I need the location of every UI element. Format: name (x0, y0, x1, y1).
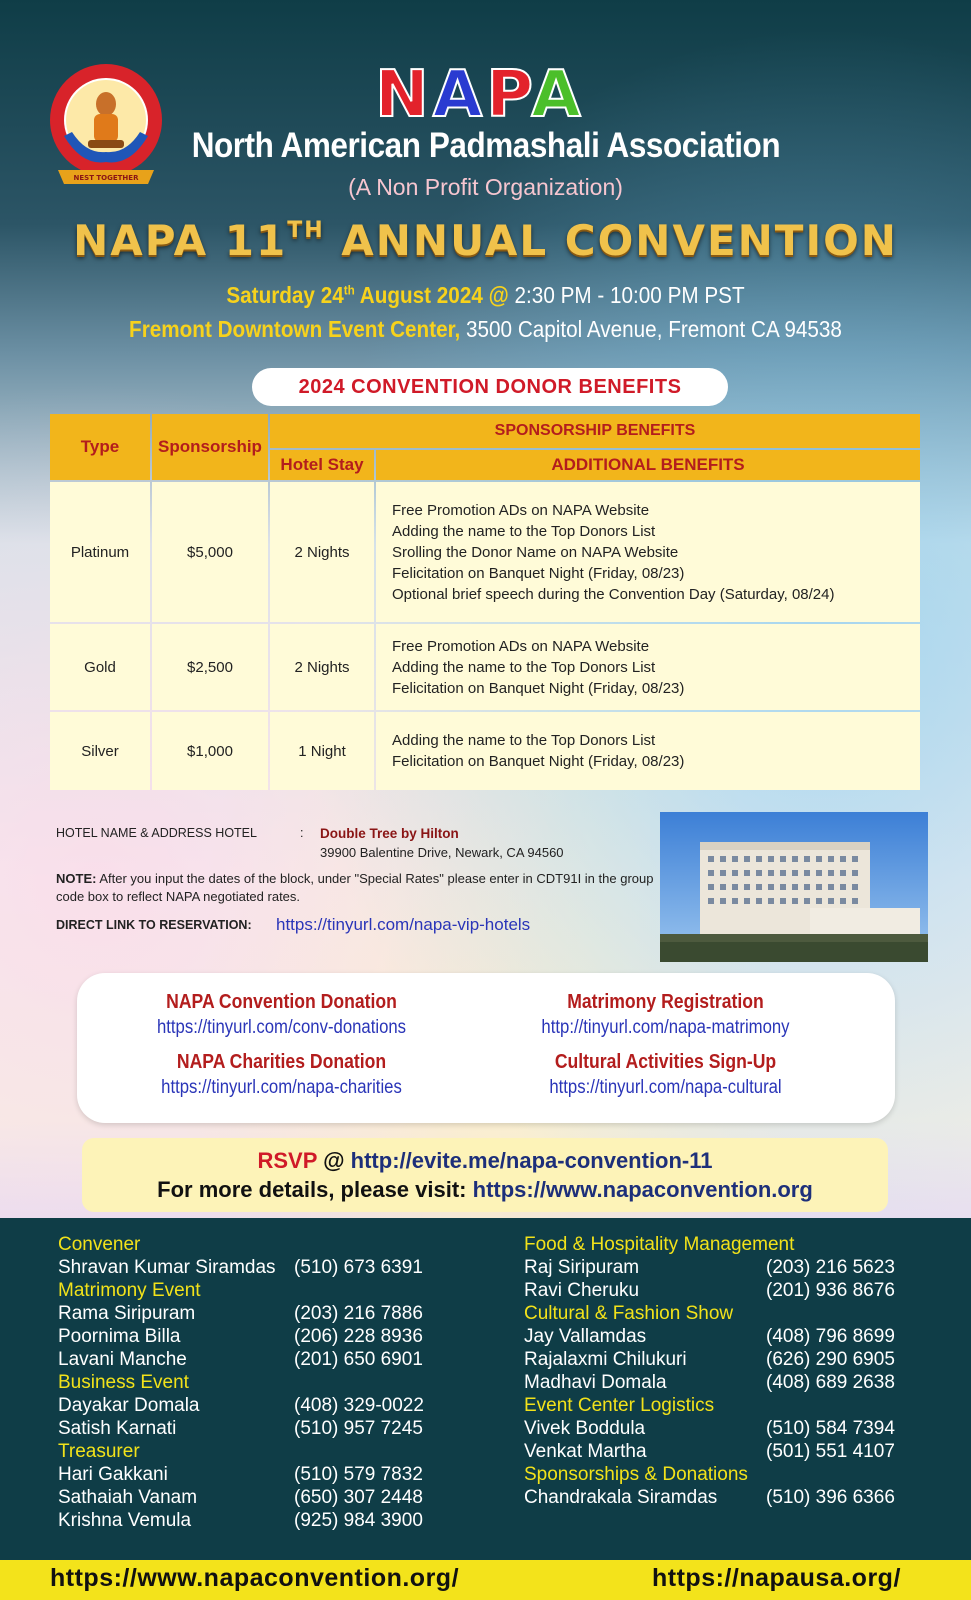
contact-name: Krishna Vemula (58, 1510, 192, 1531)
contact-row (58, 1417, 458, 1440)
row-platinum-hotel: 2 Nights (270, 482, 374, 622)
link-matrimony[interactable]: http://tinyurl.com/napa-matrimony (541, 1017, 790, 1038)
contact-group-heading: Convener (58, 1234, 141, 1255)
link-convention-donation[interactable]: https://tinyurl.com/conv-donations (156, 1017, 407, 1038)
hotel-photo (660, 812, 928, 962)
contact-name: Rama Siripuram (58, 1303, 196, 1324)
contact-phone: (203) 216 5623 (766, 1257, 895, 1278)
svg-text:NAPA (375, 60, 585, 126)
benefit-item: Felicitation on Banquet Night (Friday, 08/23) (392, 753, 685, 770)
contact-phone: (408) 329-0022 (294, 1395, 424, 1416)
contact-group-heading: Sponsorships & Donations (524, 1464, 748, 1485)
contact-group-heading: Cultural & Fashion Show (524, 1303, 734, 1324)
hotel-label: HOTEL NAME & ADDRESS HOTEL (56, 826, 257, 840)
benefit-item: Free Promotion ADs on NAPA Website (392, 501, 650, 519)
details-line: For more details, please visit: https://www.napaconvention.org (157, 1177, 813, 1202)
contact-row (58, 1509, 458, 1532)
org-subtitle: (A Non Profit Organization) (348, 174, 623, 200)
benefit-item: Felicitation on Banquet Night (Friday, 08/23) (392, 679, 685, 697)
row-gold-type: Gold (50, 624, 150, 710)
contact-name: Satish Karnati (58, 1418, 177, 1439)
contact-group-heading: Treasurer (58, 1441, 140, 1462)
link-title-matrimony: Matrimony Registration (567, 991, 764, 1013)
contact-name: Chandrakala Siramdas (524, 1487, 718, 1508)
napa-letter: P (486, 60, 532, 126)
contact-row (58, 1256, 458, 1279)
convention-title: NAPA 11TH ANNUAL CONVENTION (73, 216, 898, 265)
col-type-header: Type (50, 414, 150, 480)
quick-links-card (77, 973, 895, 1123)
direct-link-label: DIRECT LINK TO RESERVATION: (56, 918, 252, 932)
row-silver-amount: $1,000 (152, 712, 268, 790)
event-date: Saturday 24th August 2024 @ 2:30 PM - 10:00 PM PST (226, 282, 745, 308)
benefit-item: Felicitation on Banquet Night (Friday, 08/23) (392, 564, 685, 582)
benefit-item: Free Promotion ADs on NAPA Website (392, 637, 650, 655)
row-silver-benefits (376, 712, 920, 790)
contact-phone: (201) 650 6901 (294, 1349, 423, 1370)
contact-name: Raj Siripuram (524, 1257, 640, 1278)
logo-ribbon-text: NEST TOGETHER (73, 174, 139, 182)
col-hotel-header: Hotel Stay (270, 450, 374, 480)
row-platinum-benefits (376, 482, 920, 622)
contact-row (524, 1371, 924, 1394)
contact-name: Rajalaxmi Chilukuri (524, 1349, 687, 1370)
org-name: North American Padmashali Association (191, 126, 780, 165)
footer-convention-link[interactable]: https://www.napaconvention.org/ (50, 1564, 460, 1592)
contact-phone: (510) 584 7394 (766, 1418, 895, 1439)
row-silver-hotel: 1 Night (270, 712, 374, 790)
row-silver-type: Silver (50, 712, 150, 790)
row-gold-benefits (376, 624, 920, 710)
contact-name: Sathaiah Vanam (58, 1487, 198, 1508)
contact-phone: (408) 796 8699 (766, 1326, 895, 1347)
donor-benefits-title: 2024 CONVENTION DONOR BENEFITS (252, 368, 728, 406)
contact-row (524, 1440, 924, 1463)
contact-name: Ravi Cheruku (524, 1280, 640, 1301)
col-additional-header: ADDITIONAL BENEFITS (376, 450, 920, 480)
contact-name: Shravan Kumar Siramdas (58, 1257, 276, 1278)
contact-phone: (510) 673 6391 (294, 1257, 423, 1278)
link-charities[interactable]: https://tinyurl.com/napa-charities (161, 1077, 402, 1098)
reservation-link[interactable]: https://tinyurl.com/napa-vip-hotels (276, 915, 531, 934)
row-gold-amount: $2,500 (152, 624, 268, 710)
benefit-item: Adding the name to the Top Donors List (392, 658, 656, 676)
contact-name: Venkat Martha (524, 1441, 647, 1462)
rsvp-link[interactable]: http://evite.me/napa-convention-11 (350, 1148, 713, 1173)
row-platinum-type: Platinum (50, 482, 150, 622)
hotel-address: 39900 Balentine Drive, Newark, CA 94560 (320, 845, 564, 860)
footer-napausa-link[interactable]: https://napausa.org/ (652, 1564, 901, 1592)
benefit-item: Adding the name to the Top Donors List (392, 522, 656, 540)
link-cultural[interactable]: https://tinyurl.com/napa-cultural (549, 1077, 782, 1098)
napa-wordmark (340, 60, 620, 126)
contact-phone: (408) 689 2638 (766, 1372, 895, 1393)
contact-row (524, 1417, 924, 1440)
event-venue: Fremont Downtown Event Center, 3500 Capitol Avenue, Fremont CA 94538 (129, 316, 842, 342)
link-title-cultural: Cultural Activities Sign-Up (554, 1051, 777, 1073)
napa-letter: N (375, 60, 433, 126)
contact-name: Poornima Billa (58, 1326, 181, 1347)
contact-phone: (203) 216 7886 (294, 1303, 423, 1324)
contact-phone: (510) 579 7832 (294, 1464, 423, 1485)
contact-row (58, 1486, 458, 1509)
contact-row (58, 1348, 458, 1371)
contact-phone: (650) 307 2448 (294, 1487, 423, 1508)
contact-phone: (206) 228 8936 (294, 1326, 423, 1347)
col-benefits-header: SPONSORSHIP BENEFITS (270, 414, 920, 448)
contact-name: Lavani Manche (58, 1349, 187, 1370)
contact-row (58, 1325, 458, 1348)
napa-letter: A (531, 60, 585, 126)
contact-phone: (626) 290 6905 (766, 1349, 895, 1370)
contact-name: Hari Gakkani (58, 1464, 168, 1485)
contact-phone: (201) 936 8676 (766, 1280, 895, 1301)
contact-row (58, 1302, 458, 1325)
donor-benefits-table (50, 414, 920, 790)
contact-name: Dayakar Domala (58, 1395, 200, 1416)
contact-phone: (501) 551 4107 (766, 1441, 895, 1462)
col-sponsorship-header: Sponsorship (152, 414, 268, 480)
contact-phone: (510) 396 6366 (766, 1487, 895, 1508)
contacts-right-column (524, 1233, 924, 1509)
contact-row (524, 1279, 924, 1302)
hotel-colon: : (300, 826, 304, 840)
details-link[interactable]: https://www.napaconvention.org (472, 1177, 813, 1202)
link-title-charities: NAPA Charities Donation (176, 1051, 387, 1073)
contact-row (524, 1348, 924, 1371)
contact-row (58, 1463, 458, 1486)
link-title-convention-donation: NAPA Convention Donation (166, 991, 397, 1013)
hotel-name: Double Tree by Hilton (320, 826, 459, 841)
contact-phone: (925) 984 3900 (294, 1510, 423, 1531)
napa-letter: A (432, 60, 487, 126)
benefit-item: Optional brief speech during the Convention Day (Saturday, 08/24) (392, 585, 835, 603)
row-platinum-amount: $5,000 (152, 482, 268, 622)
contact-group-heading: Food & Hospitality Management (524, 1234, 795, 1255)
contact-row (524, 1256, 924, 1279)
contact-row (524, 1486, 924, 1509)
benefit-item: Adding the name to the Top Donors List (392, 732, 656, 749)
rsvp-line: RSVP @ http://evite.me/napa-convention-11 (257, 1148, 713, 1173)
contact-group-heading: Event Center Logistics (524, 1395, 715, 1416)
hotel-note: NOTE: After you input the dates of the block, under "Special Rates" please enter in CDT91I in the group code box to reflect NAPA negotiated rates. (56, 871, 654, 904)
row-gold-hotel: 2 Nights (270, 624, 374, 710)
contact-group-heading: Matrimony Event (58, 1280, 201, 1301)
contact-row (58, 1394, 458, 1417)
contact-phone: (510) 957 7245 (294, 1418, 423, 1439)
contact-name: Vivek Boddula (524, 1418, 646, 1439)
contacts-left-column (58, 1233, 458, 1532)
contact-name: Jay Vallamdas (524, 1326, 647, 1347)
contact-name: Madhavi Domala (524, 1372, 667, 1393)
contact-row (524, 1325, 924, 1348)
benefit-item: Srolling the Donor Name on NAPA Website (392, 543, 679, 561)
contact-group-heading: Business Event (58, 1372, 189, 1393)
